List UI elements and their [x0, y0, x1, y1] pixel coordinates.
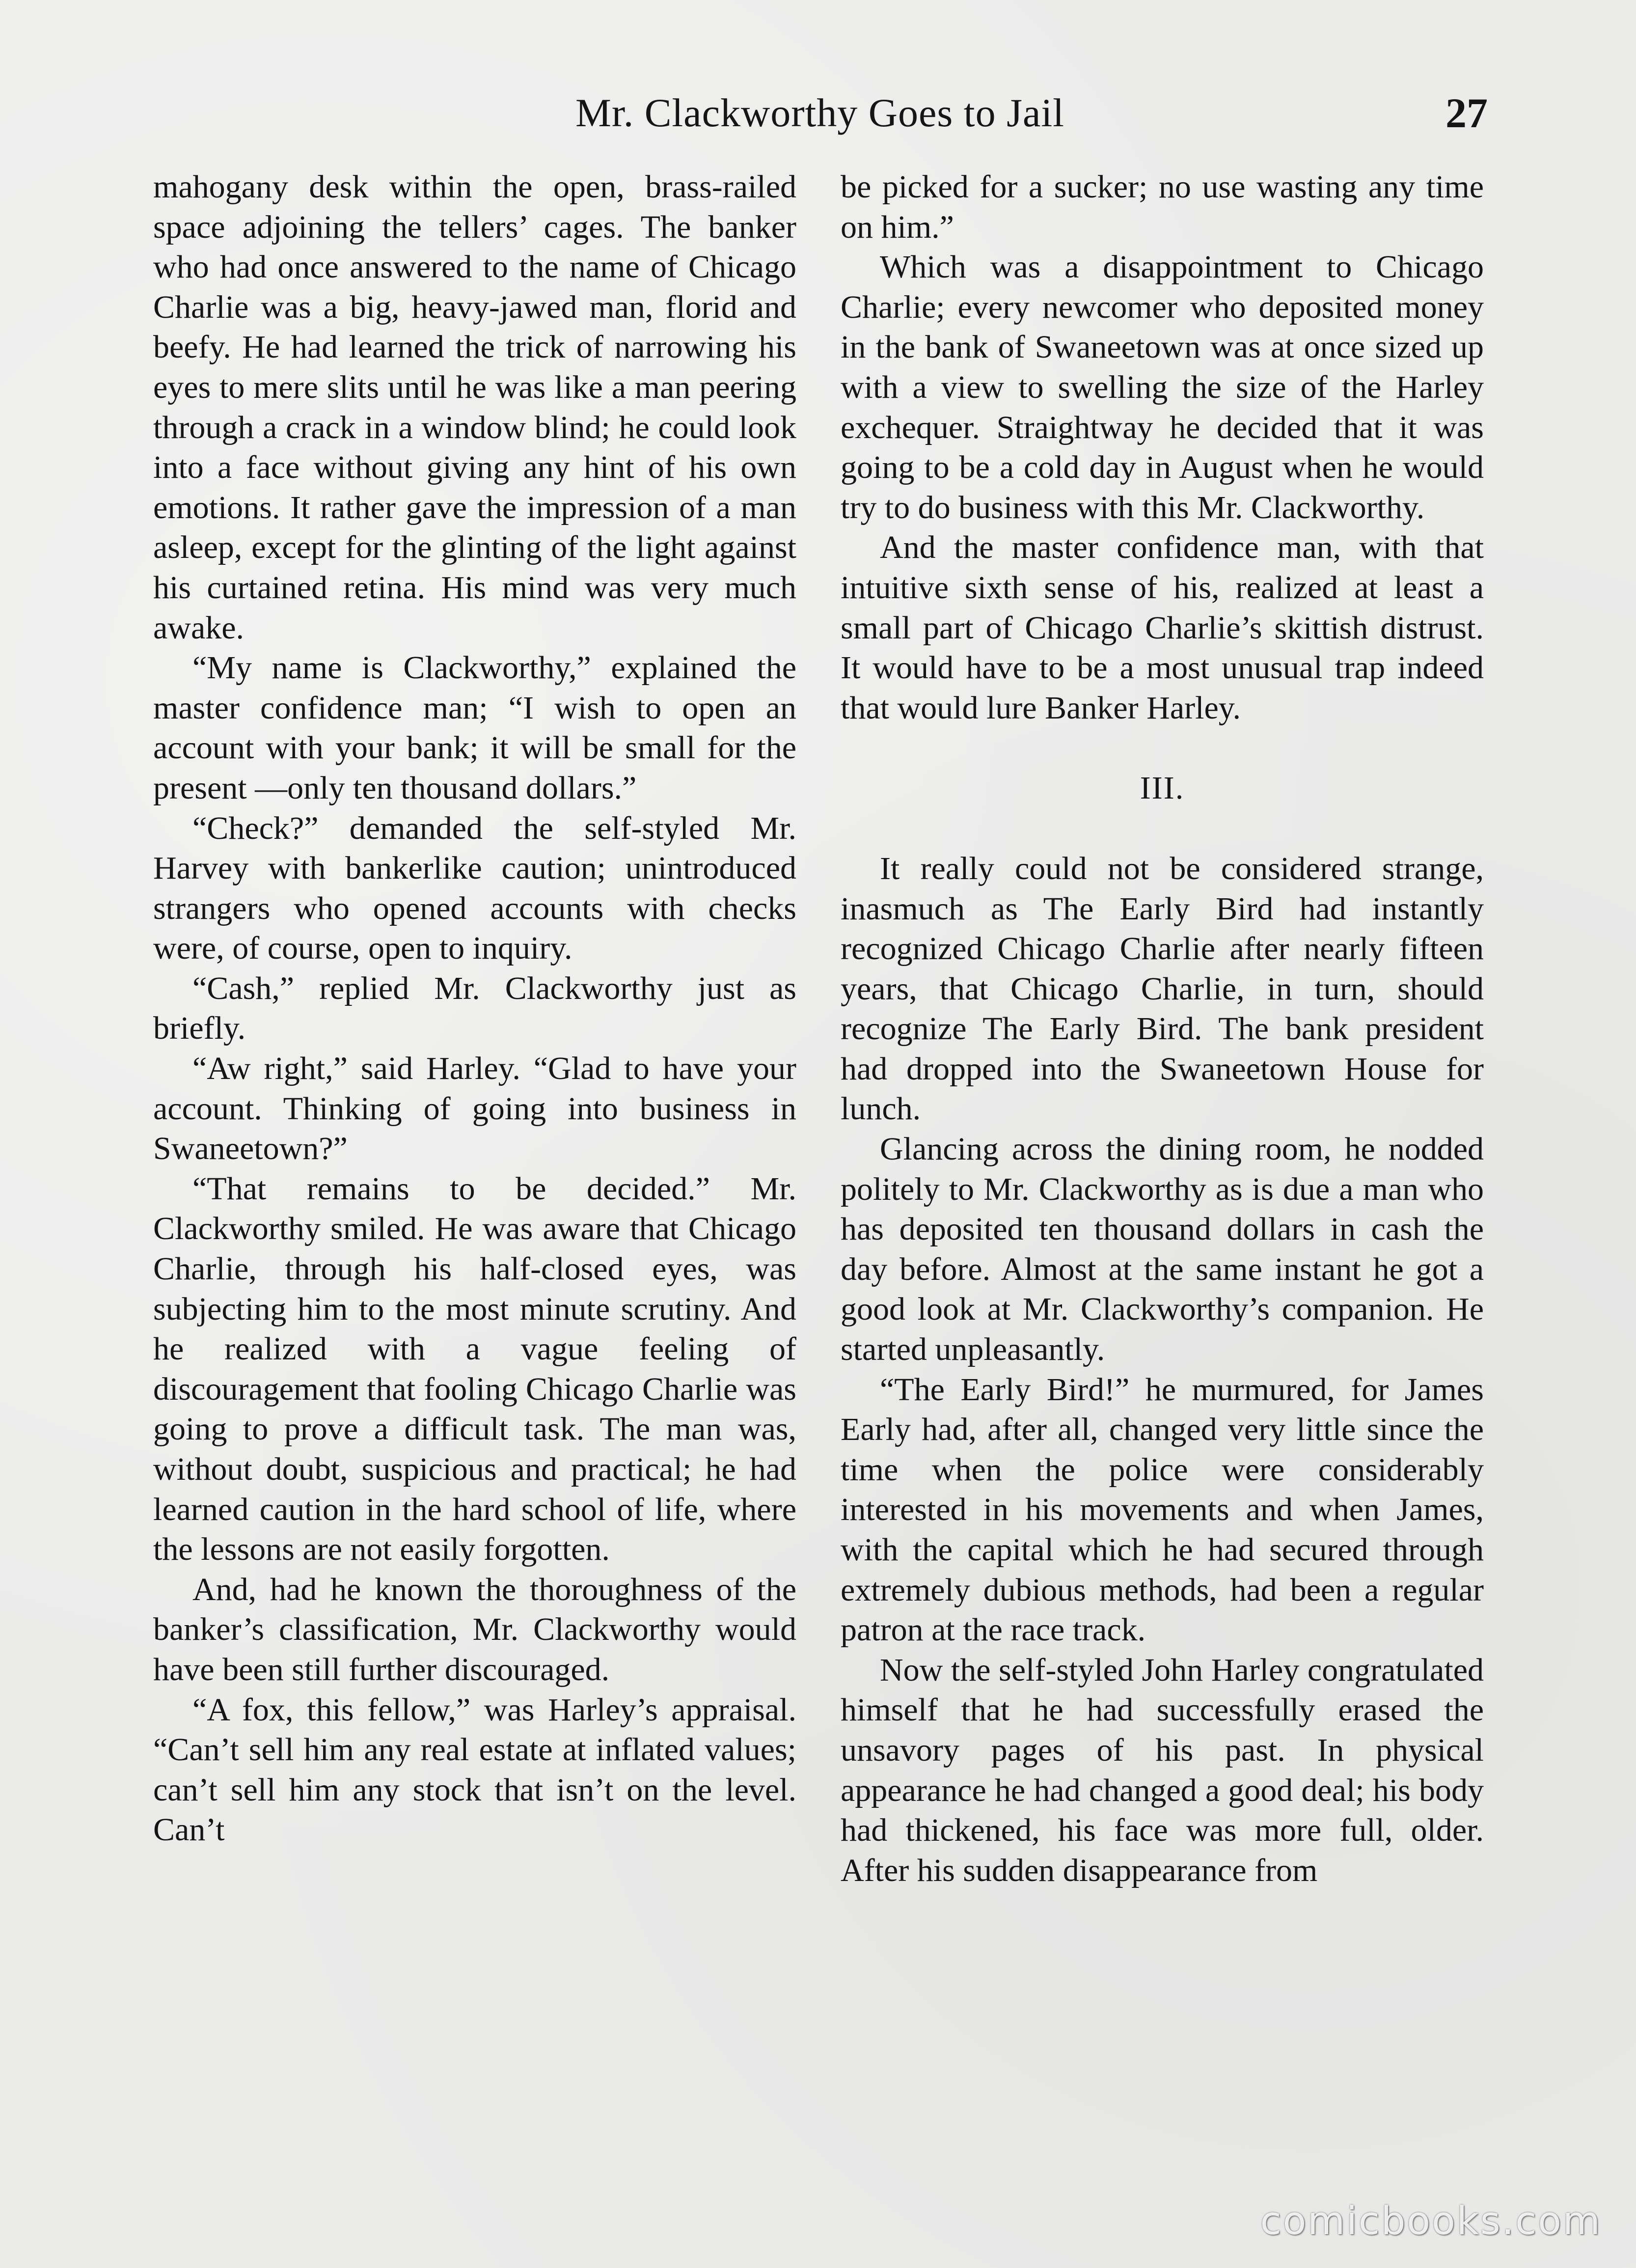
paragraph: “Cash,” replied Mr. Clackworthy just as briefly. — [153, 970, 796, 1047]
paragraph: “That remains to be decided.” Mr. Clackworthy smiled. He was aware that Chicago Charlie, through his half-closed eyes, was subjecting him to the most minute scrutiny. And he realized with a vague feeling of discouragement that fooling Chicago Charlie was going to prove a difficult task. The man was, without doubt, suspicious and practical; he had learned caution in the hard school of life, where the lessons are not easily forgotten. — [153, 1170, 796, 1568]
paragraph: “Aw right,” said Harley. “Glad to have your account. Thinking of going into business in Swaneetown?” — [153, 1051, 796, 1167]
left-column — [153, 167, 796, 1850]
page-number: 27 — [1445, 89, 1488, 137]
paragraph: “A fox, this fellow,” was Harley’s appraisal. “Can’t sell him any real estate at inflated values; can’t sell him any stock that isn’t on the level. Can’t — [153, 1691, 796, 1848]
running-header — [152, 83, 1488, 142]
paragraph: be picked for a sucker; no use wasting any time on him.” — [841, 169, 1484, 245]
paragraph: Now the self-styled John Harley congratulated himself that he had successfully erased the unsavory pages of his past. In physical appearance he had changed a good deal; his body had thickened, his face was more full, older. After his sudden disappearance from — [841, 1652, 1484, 1888]
paragraph: Glancing across the dining room, he nodded politely to Mr. Clackworthy as is due a man who has deposited ten thousand dollars in cash the day before. Almost at the same instant he got a good look at Mr. Clackworthy’s companion. He started unpleasantly. — [841, 1131, 1484, 1368]
section-heading: III. — [1140, 770, 1185, 806]
paragraph: Which was a disappointment to Chicago Charlie; every newcomer who deposited money in the bank of Swaneetown was at once sized up with a view to swelling the size of the Harley exchequer. Straightway he decided that it was going to be a cold day in August when he would try to do business with this Mr. Clackworthy. — [841, 249, 1484, 526]
paragraph: “The Early Bird!” he murmured, for James Early had, after all, changed very little since the time when the police were considerably interested in his movements and when James, with the capital which he had secured through extremely dubious methods, had been a regular patron at the race track. — [841, 1371, 1484, 1648]
paragraph: And the master confidence man, with that intuitive sixth sense of his, realized at least a small part of Chicago Charlie’s skittish distrust. It would have to be a most unusual trap indeed that would lure Banker Harley. — [841, 529, 1484, 726]
site-watermark: comicbooks.com — [1260, 2199, 1602, 2243]
paragraph: It really could not be considered strange, inasmuch as The Early Bird had instantly recognized Chicago Charlie after nearly fifteen years, that Chicago Charlie, in turn, should recognize The Early Bird. The bank president had dropped into the Swaneetown House for lunch. — [841, 850, 1484, 1127]
paragraph: And, had he known the thoroughness of the banker’s classification, Mr. Clackworthy would have been still further discouraged. — [153, 1571, 796, 1687]
paragraph: “Check?” demanded the self-styled Mr. Harvey with bankerlike caution; unintroduced strangers who opened accounts with checks were, of course, open to inquiry. — [153, 810, 796, 967]
paragraph: “My name is Clackworthy,” explained the master confidence man; “I wish to open an account with your bank; it will be small for the present —only ten thousand dollars.” — [153, 650, 796, 806]
paragraph: mahogany desk within the open, brass-railed space adjoining the tellers’ cages. The banker who had once answered to the name of Chicago Charlie was a big, heavy-jawed man, florid and beefy. He had learned the trick of narrowing his eyes to mere slits until he was like a man peering through a crack in a window blind; he could look into a face without giving any hint of his own emotions. It rather gave the impression of a man asleep, except for the glinting of the light against his curtained retina. His mind was very much awake. — [153, 169, 796, 646]
right-column — [841, 167, 1484, 1890]
running-title: Mr. Clackworthy Goes to Jail — [575, 90, 1064, 135]
